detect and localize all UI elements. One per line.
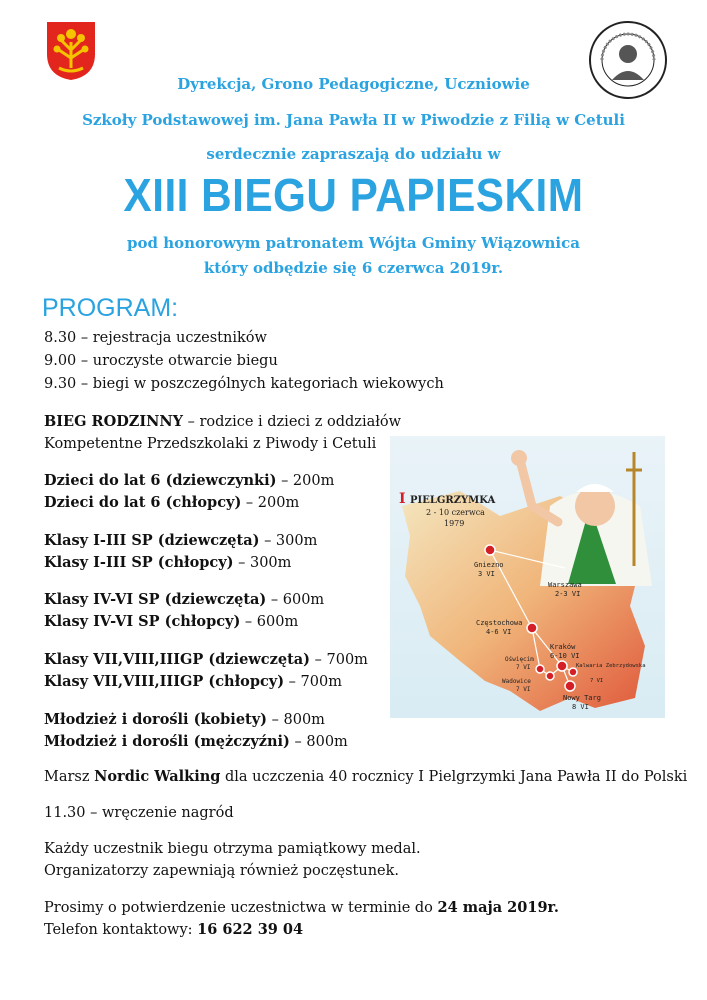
stop-days: 2-3 VI (555, 590, 581, 598)
confirm-line (44, 899, 559, 916)
stop-name: Kraków (550, 643, 576, 651)
stop-days: 6-10 VI (550, 652, 580, 660)
pilgrimage-map (390, 436, 665, 718)
stop-name: Kalwaria Zebrzydowska (576, 663, 646, 669)
header-line-2: Szkoły Podstawowej im. Jana Pawła II w Piwodzie z Filią w Cetuli (82, 111, 625, 129)
category-line (44, 733, 348, 750)
header-line-6: który odbędzie się 6 czerwca 2019r. (203, 259, 504, 277)
family-run-desc: – rodzice i dzieci z oddziałów (183, 414, 402, 430)
category-line (44, 494, 299, 511)
schedule-item: 8.30 – rejestracja uczestników (44, 330, 267, 346)
stop-days: 7 VI (516, 664, 531, 671)
category-line (44, 472, 334, 489)
page-title: XIII BIEGU PAPIESKIM (123, 169, 584, 221)
category-distance: – 300m (233, 555, 292, 571)
stop-days: 3 VI (478, 570, 495, 578)
nordic-pre: Marsz (44, 769, 95, 785)
phone-number: 16 622 39 04 (197, 921, 304, 938)
nordic-post: dla uczczenia 40 rocznicy I Pielgrzymki Jana Pawła II do Polski (220, 769, 688, 785)
category-name: Klasy IV-VI SP (dziewczęta) (44, 591, 267, 608)
stop-name: Częstochowa (476, 619, 523, 627)
nordic-name: Nordic Walking (94, 768, 221, 785)
map-title: PIELGRZYMKA (410, 495, 496, 506)
medal-line: Każdy uczestnik biegu otrzyma pamiątkowy medal. (44, 841, 421, 857)
stop-name: Gniezno (474, 561, 504, 569)
refreshments-line: Organizatorzy zapewniają również poczęstunek. (44, 863, 400, 879)
category-name: Klasy I-III SP (chłopcy) (44, 554, 234, 571)
category-name: Dzieci do lat 6 (dziewczynki) (44, 472, 277, 489)
category-distance: – 200m (276, 473, 335, 489)
header-line-1: Dyrekcja, Grono Pedagogiczne, Uczniowie (177, 75, 530, 93)
stop-marker (557, 661, 567, 671)
category-name: Klasy IV-VI SP (chłopcy) (44, 613, 241, 630)
category-distance: – 600m (240, 614, 299, 630)
family-run-line-2: Kompetentne Przedszkolaki z Piwody i Cetuli (44, 436, 377, 452)
stop-days: 7 VI (590, 678, 604, 684)
category-distance: – 300m (259, 533, 318, 549)
category-distance: – 600m (266, 592, 325, 608)
category-name: Klasy VII,VIII,IIIGP (chłopcy) (44, 673, 285, 690)
confirm-pre: Prosimy o potwierdzenie uczestnictwa w terminie do (44, 900, 438, 916)
phone-line (44, 921, 303, 938)
phone-pre: Telefon kontaktowy: (44, 922, 198, 938)
stop-marker (527, 623, 537, 633)
category-name: Młodzież i dorośli (kobiety) (44, 711, 268, 728)
awards-line: 11.30 – wręczenie nagród (44, 805, 234, 821)
map-dates: 2 - 10 czerwca (426, 508, 485, 517)
category-name: Młodzież i dorośli (mężczyźni) (44, 733, 290, 750)
category-line (44, 532, 317, 549)
confirm-date: 24 maja 2019r. (437, 899, 559, 916)
program-heading: PROGRAM: (42, 294, 179, 322)
stop-marker (546, 672, 554, 680)
category-line (44, 613, 298, 630)
coat-of-arms-icon (45, 20, 97, 82)
stop-days: 4-6 VI (486, 628, 512, 636)
category-line (44, 591, 324, 608)
header-line-3: serdecznie zapraszają do udziału w (206, 145, 501, 163)
schedule-item: 9.30 – biegi w poszczególnych kategoriach wiekowych (44, 376, 444, 392)
category-name: Klasy I-III SP (dziewczęta) (44, 532, 260, 549)
stop-name: Warszawa (548, 581, 582, 589)
stop-name: Oświęcim (505, 656, 534, 663)
stop-days: 8 VI (572, 703, 589, 711)
category-name: Dzieci do lat 6 (chłopcy) (44, 494, 242, 511)
map-year: 1979 (444, 519, 465, 528)
stop-name: Wadowice (502, 678, 531, 685)
stop-marker (565, 681, 575, 691)
stop-marker (485, 545, 495, 555)
category-line (44, 651, 368, 668)
category-distance: – 700m (284, 674, 342, 690)
category-line (44, 673, 342, 690)
nordic-walking-line (44, 768, 687, 785)
family-run-label: BIEG RODZINNY (44, 413, 184, 430)
stop-days: 7 VI (516, 686, 531, 693)
header-line-5: pod honorowym patronatem Wójta Gminy Wiązownica (127, 234, 580, 252)
category-distance: – 200m (241, 495, 300, 511)
category-line (44, 711, 325, 728)
family-run-line (44, 413, 401, 430)
schedule-item: 9.00 – uroczyste otwarcie biegu (44, 353, 278, 369)
stop-marker (536, 665, 544, 673)
stop-marker (569, 668, 577, 676)
category-distance: – 800m (289, 734, 348, 750)
stop-name: Nowy Targ (563, 694, 601, 702)
category-distance: – 700m (310, 652, 368, 668)
category-name: Klasy VII,VIII,IIIGP (dziewczęta) (44, 651, 311, 668)
category-line (44, 554, 291, 571)
category-distance: – 800m (267, 712, 325, 728)
map-title-initial: I (399, 491, 406, 507)
